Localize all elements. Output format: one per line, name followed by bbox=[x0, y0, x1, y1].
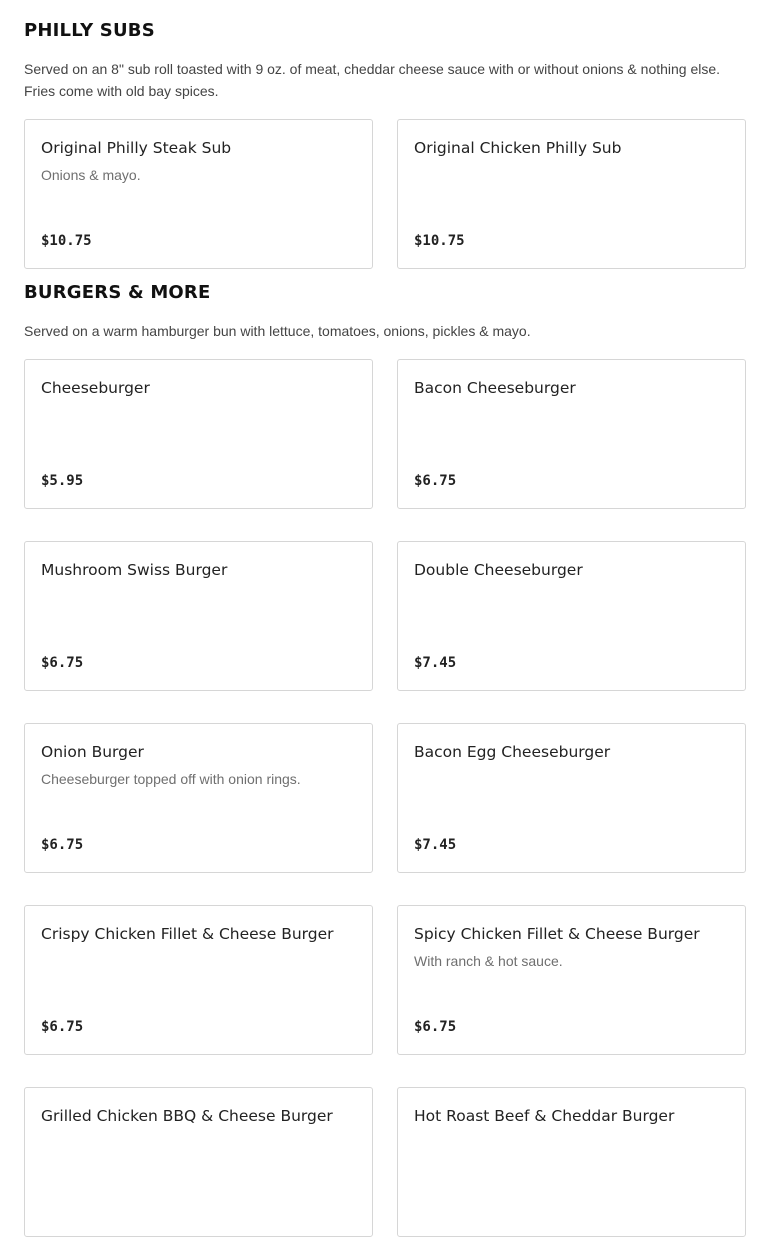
menu-item-card[interactable] bbox=[24, 1087, 373, 1237]
menu-item-price: $5.95 bbox=[41, 473, 84, 489]
menu-item-price: $7.45 bbox=[414, 837, 457, 853]
menu-item-name: Double Cheeseburger bbox=[414, 561, 583, 579]
menu-item-card[interactable] bbox=[397, 541, 746, 691]
menu-item-grid bbox=[24, 359, 746, 1237]
section-description: Served on an 8" sub roll toasted with 9 oz. of meat, cheddar cheese sauce with or without onions & nothing else. Fries come with old bay spices. bbox=[24, 61, 721, 99]
menu-item-price: $6.75 bbox=[41, 837, 84, 853]
menu-item-card[interactable] bbox=[397, 359, 746, 509]
menu-item-card[interactable] bbox=[397, 905, 746, 1055]
menu-item-name: Crispy Chicken Fillet & Cheese Burger bbox=[41, 925, 334, 943]
menu-item-price: $7.45 bbox=[414, 655, 457, 671]
menu-item-name: Onion Burger bbox=[41, 743, 144, 761]
menu-item-grid bbox=[24, 119, 746, 269]
menu-item-description: Onions & mayo. bbox=[41, 167, 141, 183]
menu-item-card[interactable] bbox=[397, 1087, 746, 1237]
menu-item-price: $6.75 bbox=[41, 1019, 84, 1035]
section-philly-subs bbox=[24, 20, 746, 269]
menu-item-card[interactable] bbox=[24, 723, 373, 873]
menu-item-card[interactable] bbox=[24, 905, 373, 1055]
menu-item-name: Cheeseburger bbox=[41, 379, 150, 397]
menu-item-name: Bacon Cheeseburger bbox=[414, 379, 576, 397]
section-title: BURGERS & MORE bbox=[24, 282, 211, 303]
menu-item-description: With ranch & hot sauce. bbox=[414, 953, 563, 969]
menu-item-price: $6.75 bbox=[41, 655, 84, 671]
menu-item-name: Original Chicken Philly Sub bbox=[414, 139, 622, 157]
menu-item-name: Original Philly Steak Sub bbox=[41, 139, 232, 157]
section-title: PHILLY SUBS bbox=[24, 20, 155, 41]
menu-item-name: Bacon Egg Cheeseburger bbox=[414, 743, 611, 761]
menu-item-name: Grilled Chicken BBQ & Cheese Burger bbox=[41, 1107, 333, 1125]
menu-item-name: Mushroom Swiss Burger bbox=[41, 561, 228, 579]
section-burgers-and-more bbox=[24, 282, 746, 1237]
menu-item-card[interactable] bbox=[24, 359, 373, 509]
menu-item-card[interactable] bbox=[397, 723, 746, 873]
menu-item-name: Spicy Chicken Fillet & Cheese Burger bbox=[414, 925, 700, 943]
menu-item-name: Hot Roast Beef & Cheddar Burger bbox=[414, 1107, 675, 1125]
menu-item-card[interactable] bbox=[397, 119, 746, 269]
menu-item-price: $6.75 bbox=[414, 473, 457, 489]
menu-item-price: $10.75 bbox=[414, 233, 465, 249]
menu-item-price: $10.75 bbox=[41, 233, 92, 249]
menu-item-description: Cheeseburger topped off with onion rings. bbox=[41, 771, 301, 787]
section-description: Served on a warm hamburger bun with lettuce, tomatoes, onions, pickles & mayo. bbox=[24, 323, 531, 339]
menu-item-card[interactable] bbox=[24, 119, 373, 269]
menu-item-price: $6.75 bbox=[414, 1019, 457, 1035]
menu-item-card[interactable] bbox=[24, 541, 373, 691]
